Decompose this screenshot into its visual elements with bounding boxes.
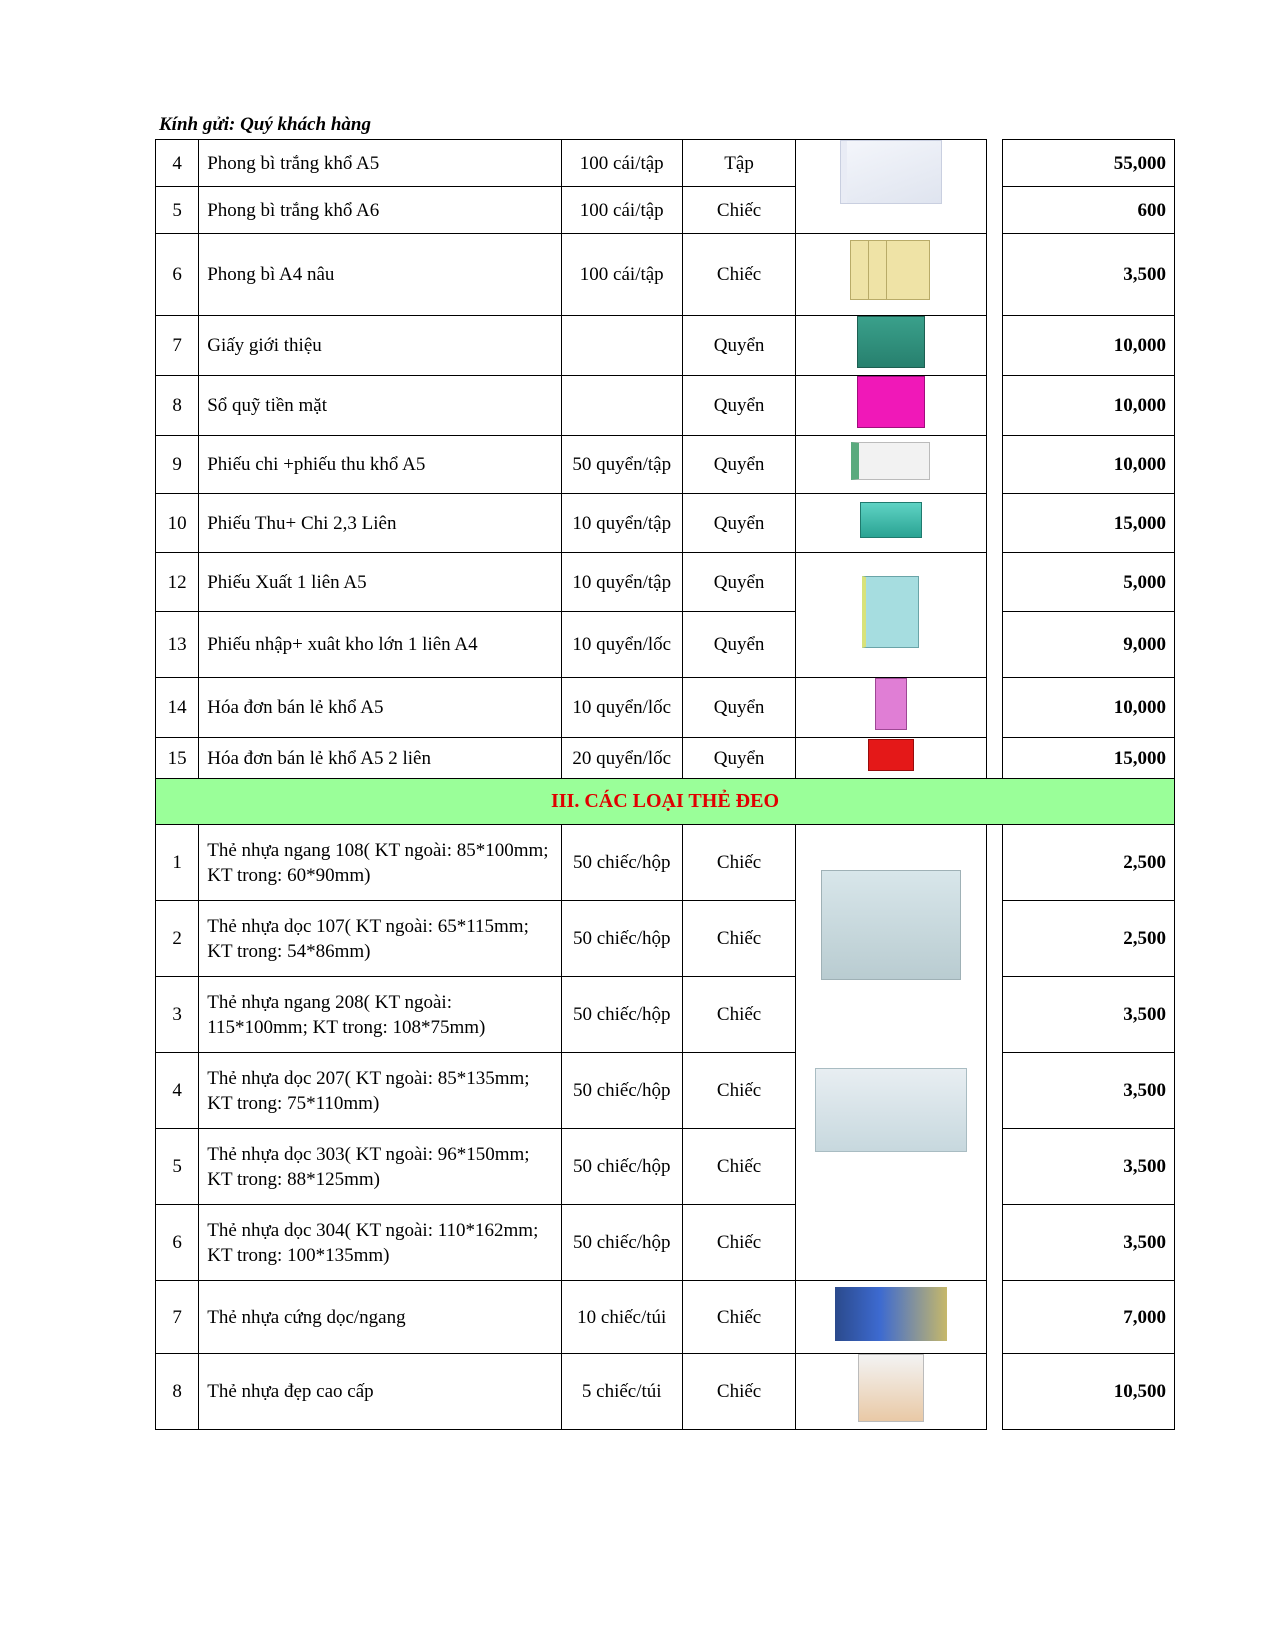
packaging: 10 chiếc/túi — [561, 1281, 682, 1354]
packaging: 100 cái/tập — [561, 187, 682, 234]
unit: Quyển — [682, 612, 795, 678]
pink-book-image — [857, 376, 925, 428]
unit-price: 10,000 — [1003, 316, 1175, 376]
packaging: 50 chiếc/hộp — [561, 901, 682, 977]
product-name: Giấy giới thiệu — [199, 316, 561, 376]
table-row — [156, 1281, 1175, 1354]
white-envelope-image — [840, 140, 942, 204]
table-row — [156, 825, 1175, 901]
product-name: Thẻ nhựa dọc 107( KT ngoài: 65*115mm; KT trong: 54*86mm) — [199, 901, 561, 977]
product-name: Phong bì A4 nâu — [199, 234, 561, 316]
product-image-cell — [796, 436, 986, 494]
row-number: 14 — [156, 678, 199, 738]
product-name: Thẻ nhựa đẹp cao cấp — [199, 1354, 561, 1430]
table-row — [156, 553, 1175, 612]
unit: Chiếc — [682, 234, 795, 316]
unit-price: 15,000 — [1003, 738, 1175, 779]
unit-price: 7,000 — [1003, 1281, 1175, 1354]
row-number: 8 — [156, 1354, 199, 1430]
product-image-cell — [796, 494, 986, 553]
unit: Quyển — [682, 494, 795, 553]
row-number: 5 — [156, 187, 199, 234]
invoice-book-image — [875, 678, 907, 730]
unit-price: 10,000 — [1003, 436, 1175, 494]
product-name: Sổ quỹ tiền mặt — [199, 376, 561, 436]
unit: Chiếc — [682, 1129, 795, 1205]
product-image-cell — [796, 1281, 986, 1354]
unit: Quyển — [682, 316, 795, 376]
row-number: 7 — [156, 316, 199, 376]
unit-price: 3,500 — [1003, 977, 1175, 1053]
unit: Tập — [682, 140, 795, 187]
table-row — [156, 1129, 1175, 1205]
product-image-cell — [796, 234, 986, 316]
product-name: Thẻ nhựa dọc 207( KT ngoài: 85*135mm; KT trong: 75*110mm) — [199, 1053, 561, 1129]
unit: Quyển — [682, 376, 795, 436]
packaging — [561, 376, 682, 436]
row-number: 7 — [156, 1281, 199, 1354]
unit: Chiếc — [682, 977, 795, 1053]
row-number: 5 — [156, 1129, 199, 1205]
table-row — [156, 494, 1175, 553]
unit: Chiếc — [682, 1281, 795, 1354]
packaging: 20 quyển/lốc — [561, 738, 682, 779]
product-name: Hóa đơn bán lẻ khổ A5 2 liên — [199, 738, 561, 779]
badge-holders-large-image — [815, 1068, 967, 1152]
unit: Chiếc — [682, 187, 795, 234]
packaging: 50 chiếc/hộp — [561, 1205, 682, 1281]
table-row — [156, 901, 1175, 977]
row-number: 4 — [156, 140, 199, 187]
product-image-cell — [796, 1354, 986, 1430]
table-row — [156, 1053, 1175, 1129]
unit-price: 15,000 — [1003, 494, 1175, 553]
unit: Quyển — [682, 738, 795, 779]
table-row — [156, 316, 1175, 376]
row-number: 4 — [156, 1053, 199, 1129]
table-row — [156, 612, 1175, 678]
spacer — [986, 1354, 1002, 1430]
packaging: 50 chiếc/hộp — [561, 1129, 682, 1205]
product-name: Phiếu chi +phiếu thu khổ A5 — [199, 436, 561, 494]
product-name: Hóa đơn bán lẻ khổ A5 — [199, 678, 561, 738]
product-image-cell — [796, 140, 986, 234]
spacer — [986, 234, 1002, 316]
unit: Chiếc — [682, 825, 795, 901]
stock-form-image — [862, 576, 919, 648]
row-number: 6 — [156, 1205, 199, 1281]
product-name: Thẻ nhựa ngang 108( KT ngoài: 85*100mm; KT trong: 60*90mm) — [199, 825, 561, 901]
unit: Chiếc — [682, 1354, 795, 1430]
spacer — [986, 553, 1002, 678]
receipt-image — [851, 442, 930, 480]
unit-price: 10,000 — [1003, 376, 1175, 436]
product-name: Phiếu Xuất 1 liên A5 — [199, 553, 561, 612]
spacer — [986, 316, 1002, 376]
packaging: 10 quyển/tập — [561, 553, 682, 612]
table-row — [156, 1354, 1175, 1430]
unit-price: 10,500 — [1003, 1354, 1175, 1430]
row-number: 15 — [156, 738, 199, 779]
unit-price: 5,000 — [1003, 553, 1175, 612]
row-number: 12 — [156, 553, 199, 612]
spacer — [986, 376, 1002, 436]
unit-price: 3,500 — [1003, 234, 1175, 316]
product-name: Phong bì trắng khổ A6 — [199, 187, 561, 234]
table-row — [156, 678, 1175, 738]
packaging: 50 quyển/tập — [561, 436, 682, 494]
product-name: Thẻ nhựa ngang 208( KT ngoài: 115*100mm; KT trong: 108*75mm) — [199, 977, 561, 1053]
unit: Chiếc — [682, 901, 795, 977]
premium-badge-image — [858, 1354, 924, 1422]
unit-price: 3,500 — [1003, 1205, 1175, 1281]
product-image-cell — [796, 678, 986, 738]
packaging: 10 quyển/lốc — [561, 612, 682, 678]
table-row — [156, 436, 1175, 494]
table-row — [156, 187, 1175, 234]
unit: Chiếc — [682, 1053, 795, 1129]
spacer — [986, 738, 1002, 779]
price-table — [155, 139, 1175, 1430]
packaging: 100 cái/tập — [561, 140, 682, 187]
hard-badge-image — [835, 1287, 947, 1341]
product-name: Phiếu nhập+ xuât kho lớn 1 liên A4 — [199, 612, 561, 678]
packaging: 5 chiếc/túi — [561, 1354, 682, 1430]
red-invoice-image — [868, 739, 914, 771]
unit-price: 10,000 — [1003, 678, 1175, 738]
spacer — [986, 678, 1002, 738]
row-number: 10 — [156, 494, 199, 553]
packaging: 10 quyển/tập — [561, 494, 682, 553]
product-image-cell — [796, 553, 986, 678]
table-row — [156, 140, 1175, 187]
brown-envelope-image — [850, 240, 932, 302]
unit-price: 2,500 — [1003, 901, 1175, 977]
row-number: 2 — [156, 901, 199, 977]
row-number: 1 — [156, 825, 199, 901]
product-image-cell — [796, 376, 986, 436]
spacer — [986, 436, 1002, 494]
row-number: 8 — [156, 376, 199, 436]
unit: Chiếc — [682, 1205, 795, 1281]
packaging: 100 cái/tập — [561, 234, 682, 316]
product-image-cell — [796, 825, 986, 1281]
unit: Quyển — [682, 678, 795, 738]
product-name: Thẻ nhựa dọc 303( KT ngoài: 96*150mm; KT trong: 88*125mm) — [199, 1129, 561, 1205]
spacer — [986, 494, 1002, 553]
section-header-row — [156, 779, 1175, 825]
unit: Quyển — [682, 553, 795, 612]
product-name: Phiếu Thu+ Chi 2,3 Liên — [199, 494, 561, 553]
packaging: 50 chiếc/hộp — [561, 825, 682, 901]
product-image-cell — [796, 316, 986, 376]
row-number: 9 — [156, 436, 199, 494]
unit: Quyển — [682, 436, 795, 494]
unit-price: 3,500 — [1003, 1129, 1175, 1205]
packaging — [561, 316, 682, 376]
row-number: 13 — [156, 612, 199, 678]
packaging: 10 quyển/lốc — [561, 678, 682, 738]
table-row — [156, 376, 1175, 436]
spacer — [986, 1281, 1002, 1354]
spacer — [986, 140, 1002, 234]
unit-price: 9,000 — [1003, 612, 1175, 678]
table-row — [156, 1205, 1175, 1281]
section-title: III. CÁC LOẠI THẺ ĐEO — [156, 779, 1175, 825]
product-image-cell — [796, 738, 986, 779]
packaging: 50 chiếc/hộp — [561, 1053, 682, 1129]
receipt-pad-image — [860, 502, 922, 538]
green-book-image — [857, 316, 925, 368]
row-number: 3 — [156, 977, 199, 1053]
product-name: Phong bì trắng khổ A5 — [199, 140, 561, 187]
unit-price: 2,500 — [1003, 825, 1175, 901]
greeting: Kính gửi: Quý khách hàng — [159, 114, 371, 135]
table-row — [156, 977, 1175, 1053]
product-name: Thẻ nhựa dọc 304( KT ngoài: 110*162mm; KT trong: 100*135mm) — [199, 1205, 561, 1281]
unit-price: 600 — [1003, 187, 1175, 234]
product-name: Thẻ nhựa cứng dọc/ngang — [199, 1281, 561, 1354]
spacer — [986, 825, 1002, 1281]
unit-price: 55,000 — [1003, 140, 1175, 187]
table-row — [156, 738, 1175, 779]
packaging: 50 chiếc/hộp — [561, 977, 682, 1053]
badge-holders-image — [821, 870, 961, 980]
row-number: 6 — [156, 234, 199, 316]
table-row — [156, 234, 1175, 316]
unit-price: 3,500 — [1003, 1053, 1175, 1129]
